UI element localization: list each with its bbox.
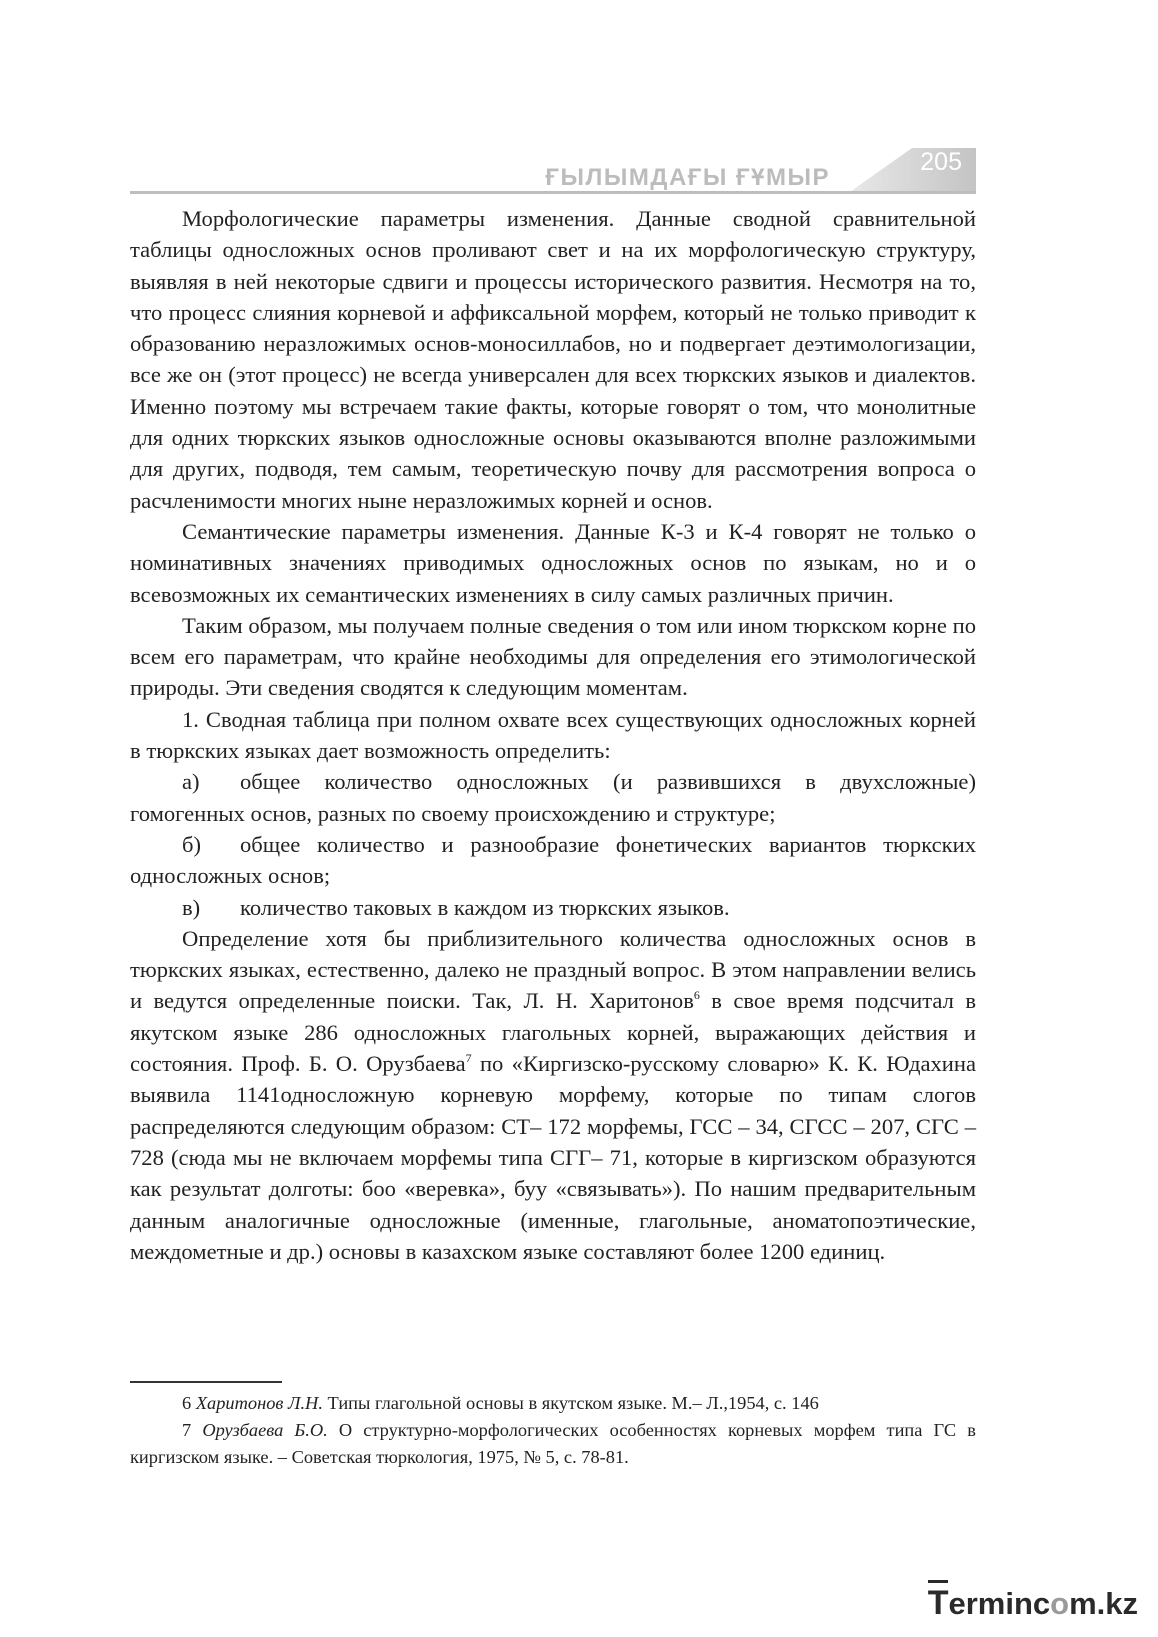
footnote-number: 7 [182,1420,192,1440]
paragraph-semantics: Семантические параметры изменения. Данные К-3 и К-4 говорят не только о номинативных значениях приводимых односложных основ по языкам, но и о всевозможных их семантических изменениях в силу самых различных причин. [130,518,976,607]
list-marker: в) [182,894,201,920]
list-text: общее количество и разнообразие фонетических вариантов тюркских односложных основ; [130,831,976,889]
paragraph-counts [130,923,976,1267]
footnotes [130,1390,976,1471]
list-marker: а) [182,769,200,795]
page-number: 205 [920,148,962,176]
watermark-logo: Termincom.kz [928,1584,1138,1623]
main-text [130,203,976,1267]
footnote-divider [130,1381,282,1383]
footnote-number: 6 [182,1393,192,1413]
list-item [130,766,976,829]
footnote-ref: 7 [465,1051,472,1066]
footnote [130,1417,976,1471]
running-header [130,148,976,194]
footnote-author: Харитонов Л.Н. [195,1393,323,1413]
paragraph-text: по «Киргизско-русскому словарю» К. К. Юдахина выявила 1141односложную корневую морфему, которые по типам слогов распределяются следующим образом: СТ– 172 морфемы, ГСС – 34, СГСС – 207, СГС – 728 (сюда мы не включаем морфемы типа СГГ– 71, которые в киргизском образуются как результат долготы: боо «веревка», буу «связывать»). По нашим предварительным данным аналогичные односложные (именные, глагольные, аноматопоэтические, междометные и др.) основы в казахском языке составляют более 1200 единиц. [130,1051,976,1264]
footnote-text: О структурно-морфологических особенностях корневых морфем типа ГС в киргизском языке. – Советская тюркология, 1975, № 5, с. 78-81. [130,1420,976,1467]
list-item [130,829,976,892]
list-text: количество таковых в каждом из тюркских языков. [240,894,730,920]
footnote-text: Типы глагольной основы в якутском языке. М.– Л.,1954, с. 146 [322,1393,819,1413]
paragraph-text: Определение хотя бы приблизительного количества односложных основ в тюркских языках, естественно, далеко не праздный вопрос. В этом направлении велись и ведутся определенные поиски. Так, Л. Н. Харитонов [130,925,976,1014]
footnote-author: Орузбаева Б.О. [202,1420,328,1440]
footnote [130,1390,976,1417]
paragraph-text: в свое время подсчитал в якутском языке 286 односложных глагольных корней, выражающих действия и состояния. Проф. Б. О. Орузбаева [130,988,976,1077]
list-marker: б) [182,831,202,857]
list-text: общее количество односложных (и развившихся в двухсложные) гомогенных основ, разных по своему происхождению и структуре; [130,769,976,826]
running-title: ҒЫЛЫМДАҒЫ ҒҰМЫР [545,164,830,191]
paragraph-summary: Таким образом, мы получаем полные сведения о том или ином тюркском корне по всем его параметрам, что крайне необходимы для определения его этимологической природы. Эти сведения сводятся к следующим моментам. [130,612,976,701]
paragraph-point-1: 1. Сводная таблица при полном охвате всех существующих односложных корней в тюркских языках дает возможность определить: [130,706,976,764]
list-item [130,892,976,923]
paragraph-morphology: Морфологические параметры изменения. Данные сводной сравнительной таблицы односложных основ проливают свет и на их морфологическую структуру, выявляя в ней некоторые сдвиги и процессы исторического развития. Несмотря на то, что процесс слияния корневой и аффиксальной морфем, который не только приводит к образованию неразложимых основ-моносиллабов, но и подвергает деэтимологизации, все же он (этот процесс) не всегда универсален для всех тюркских языков и диалектов. Именно поэтому мы встречаем такие факты, которые говорят о том, что монолитные для одних тюркских языков односложные основы оказываются вполне разложимыми для других, подводя, тем самым, теоретическую почву для рассмотрения вопроса о расчленимости многих ныне неразложимых корней и основ. [130,206,976,513]
footnote-ref: 6 [693,988,700,1003]
